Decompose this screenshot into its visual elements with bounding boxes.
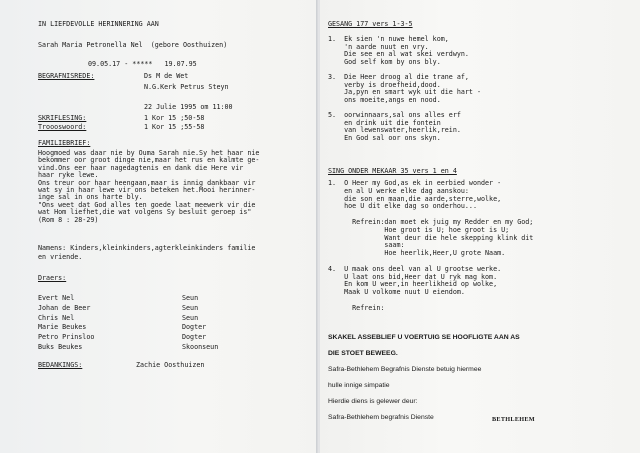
letter-line: Ons treur oor haar heengaan,maar is innig dankbaar vir	[38, 178, 256, 187]
letter-line: "Ons weet dat God alles ten goede laat meewerk vir die	[38, 200, 256, 209]
hymn-line: 'n aarde nuut en vry.	[328, 42, 429, 51]
hymn-line: Hoe heerlik,Heer,U grote Naam.	[328, 249, 506, 258]
on-behalf-line: en vriende.	[38, 253, 83, 261]
bearer-relation: Dogter	[182, 323, 207, 332]
hymn-line: verby is droefheid,dood.	[328, 80, 441, 89]
letter-line: bekommer oor groot dinge nie,maar het rus en kalmte ge-	[38, 156, 260, 165]
deceased-name: Sarah Maria Petronella Nel (gebore Oosthuizen)	[38, 41, 228, 49]
hymn-line: hoe U dit elke dag so onderhou...	[328, 202, 477, 211]
headlights-notice: SKAKEL ASSEBLIEF U VOERTUIG SE HOOFLIGTE AAN AS	[328, 334, 520, 341]
hymn-line: 1. O Heer my God,as ek in eerbied wonder -	[328, 179, 502, 187]
bearer-name: Buks Beukes	[38, 342, 83, 351]
hymn-1-title: GESANG 177 vers 1-3-5	[328, 20, 413, 28]
letter-line: wat sy in haar lewe vir ons beteken het.Mooi herinner-	[38, 186, 256, 195]
church-name: N.G.Kerk Petrus Steyn	[144, 83, 229, 91]
service-date-time: 22 Julie 1995 om 11:00	[144, 103, 233, 111]
family-letter	[38, 150, 259, 224]
bearer-relation: Dogter	[182, 333, 207, 342]
hymn-line: Ja,pyn en smart wyk uit die hart -	[328, 88, 481, 97]
bearers-label: Draers:	[38, 274, 67, 282]
service-label: BEGRAFNISREDE:	[38, 72, 95, 80]
comfort-label: Troooswoord:	[38, 123, 87, 131]
reading-value: 1 Kor 15 ;50-58	[144, 114, 205, 122]
bearer-name: Chris Nel	[38, 313, 75, 322]
life-dates: 09.05.17 - ***** 19.07.95	[88, 60, 197, 68]
hymn-line: En kom U weer,in heerlikheid op wolke,	[328, 280, 498, 289]
family-letter-label: FAMILIEBRIEF:	[38, 139, 91, 147]
thanks-label: BEDANKINGS:	[38, 361, 83, 369]
hymn-line: ons moeite,angs en nood.	[328, 95, 441, 104]
hymn-line: en al U werke elke dag aanskou:	[328, 186, 469, 195]
hymn-line: Want deur die hele skepping klink dit	[328, 233, 534, 242]
service-provider-name: Safra-Bethlehem begrafnis Dienste	[328, 414, 434, 421]
sympathy-line: Safra-Bethlehem Begrafnis Dienste betuig hiermee	[328, 366, 482, 373]
bearer-name: Marie Beukes	[38, 323, 87, 332]
service-minister: Ds M de Wet	[144, 72, 189, 80]
hymn-line: En God sal oor ons skyn.	[328, 133, 441, 142]
thanks-value: Zachie Oosthuizen	[136, 361, 205, 369]
memorial-heading: IN LIEFDEVOLLE HERINNERING AAN	[38, 20, 159, 28]
letter-line: wat Hom liefhet,die wat volgens Sy besluit geroep is"	[38, 208, 252, 217]
hymn-line: Refrein:dan moet ek juig my Redder en my God;	[328, 217, 534, 226]
hymn-line: Die see en al wat skei verdwyn.	[328, 50, 469, 59]
hymn-2-title: SING ONDER MEKAAR 35 vers 1 en 4	[328, 167, 457, 175]
hymn-line: 4. U maak ons deel van al U grootse werke.	[328, 264, 502, 273]
letter-line: Hoogmoed was daar nie by Ouma Sarah nie.Sy het haar nie	[38, 149, 260, 157]
bearer-row	[38, 344, 278, 354]
hymn-line: God self kom by ons bly.	[328, 57, 441, 66]
service-provider-label: Hierdie diens is gelewer deur:	[328, 398, 418, 405]
left-page	[0, 0, 318, 453]
hymn-line: Refrein:	[328, 303, 385, 312]
hymn-line: U laat ons bid,Heer dat U ryk mag kom.	[328, 272, 498, 281]
bearer-row	[38, 305, 278, 315]
letter-line: haar ryke lewe.	[38, 171, 99, 180]
bearer-relation: Seun	[182, 294, 199, 302]
letter-line: (Rom 8 : 28-29)	[38, 215, 99, 224]
on-behalf-line: Namens: Kinders,kleinkinders,agterkleinkinders familie	[38, 244, 256, 252]
hymn-line: 1. Ek sien 'n nuwe hemel kom,	[328, 35, 449, 43]
letter-line: vind.Ons eer haar nagedagtenis en dank die Here vir	[38, 163, 244, 172]
bearer-relation: Seun	[182, 313, 199, 322]
bearer-name: Johan de Beer	[38, 303, 91, 312]
sympathy-line: hulle innige simpatie	[328, 382, 390, 389]
hymn-line: 5. oorwinnaars,sal ons alles erf	[328, 110, 461, 119]
reading-label: SKRIFLESING:	[38, 114, 87, 122]
letter-line: inge sal in ons harte bly.	[38, 193, 143, 202]
hymn-line: saam:	[328, 241, 405, 250]
hymn-line: Maak U volkome nuut U eiendom.	[328, 288, 465, 297]
headlights-notice: DIE STOET BEWEEG.	[328, 350, 398, 357]
hymn-line: Hoe groot is U; hoe groot is U;	[328, 225, 510, 234]
hymn-1-verses	[328, 36, 481, 142]
bearer-relation: Skoonseun	[182, 342, 219, 351]
bearers-list	[38, 295, 278, 354]
right-page	[320, 0, 640, 453]
bearer-name: Petro Prinsloo	[38, 333, 95, 342]
bearer-name: Evert Nel	[38, 294, 75, 302]
hymn-line: 3. Die Heer droog al die trane af,	[328, 72, 469, 81]
hymn-line: en drink uit die fontein	[328, 118, 441, 127]
hymn-2-verses	[328, 180, 533, 313]
comfort-value: 1 Kor 15 ;55-58	[144, 123, 205, 131]
bethlehem-stamp: BETHLEHEM	[492, 416, 535, 423]
bearer-relation: Seun	[182, 303, 199, 312]
hymn-line: die son en maan,die aarde,sterre,wolke,	[328, 194, 502, 203]
hymn-line: van lewenswater,heerlik,rein.	[328, 126, 461, 135]
